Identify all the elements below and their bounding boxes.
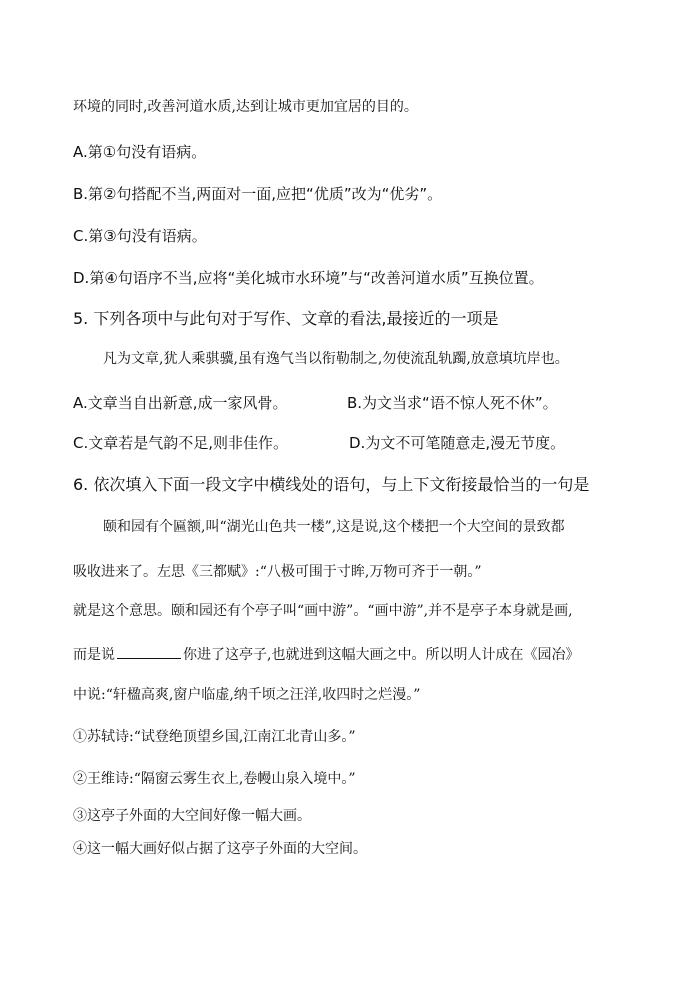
q6-passage-text: 而是说	[73, 647, 115, 663]
q5-stem: 5. 下列各项中与此句对于写作、文章的看法,最接近的一项是	[73, 309, 499, 328]
q4-option-b: B.第②句搭配不当,两面对一面,应把“优质”改为“优劣”。	[73, 185, 443, 203]
q6-stem: 6. 依次填入下面一段文字中横线处的语句，与上下文衔接最恰当的一句是	[73, 475, 590, 494]
q5-quote: 凡为文章,犹人乘骐骥,虽有逸气当以衔勒制之,勿使流乱轨躅,放意填坑岸也。	[103, 351, 569, 367]
q6-passage-line: 中说:“轩楹高爽,窗户临虚,纳千顷之汪洋,收四时之烂漫。”	[73, 687, 421, 703]
answer-blank	[117, 644, 181, 659]
q6-passage-line: 就是这个意思。颐和园还有个亭子叫“画中游”。“画中游”,并不是亭子本身就是画,	[73, 603, 573, 619]
q5-option-c: C.文章若是气韵不足,则非佳作。	[73, 434, 289, 452]
q5-option-a: A.文章当自出新意,成一家风骨。	[73, 394, 288, 412]
q4-option-d: D.第④句语序不当,应将“美化城市水环境”与“改善河道水质”互换位置。	[73, 269, 544, 287]
text-line-intro: 环境的同时,改善河道水质,达到让城市更加宜居的目的。	[73, 99, 418, 115]
q6-passage-line: 吸收进来了。左思《三都赋》:“八极可围于寸眸,万物可齐于一朝。”	[73, 564, 482, 580]
q6-option-4: ④这一幅大画好似占据了这亭子外面的大空间。	[73, 841, 367, 857]
q5-option-b: B.为文当求“语不惊人死不休”。	[347, 394, 558, 412]
q6-option-2: ②王维诗:“隔窗云雾生衣上,卷幔山泉入境中。”	[73, 771, 356, 787]
q5-option-d: D.为文不可笔随意走,漫无节度。	[349, 434, 566, 452]
q6-passage-line-with-blank	[73, 644, 579, 665]
q6-passage-line: 颐和园有个匾额,叫“湖光山色共一楼”,这是说,这个楼把一个大空间的景致都	[103, 519, 565, 535]
q6-option-1: ①苏轼诗:“试登绝顶望乡国,江南江北青山多。”	[73, 729, 356, 745]
q4-option-c: C.第③句没有语病。	[73, 227, 207, 245]
q6-passage-text: 你进了这亭子,也就进到这幅大画之中。所以明人计成在《园冶》	[183, 647, 580, 663]
q6-option-3: ③这亭子外面的大空间好像一幅大画。	[73, 808, 311, 824]
q4-option-a: A.第①句没有语病。	[73, 143, 207, 161]
